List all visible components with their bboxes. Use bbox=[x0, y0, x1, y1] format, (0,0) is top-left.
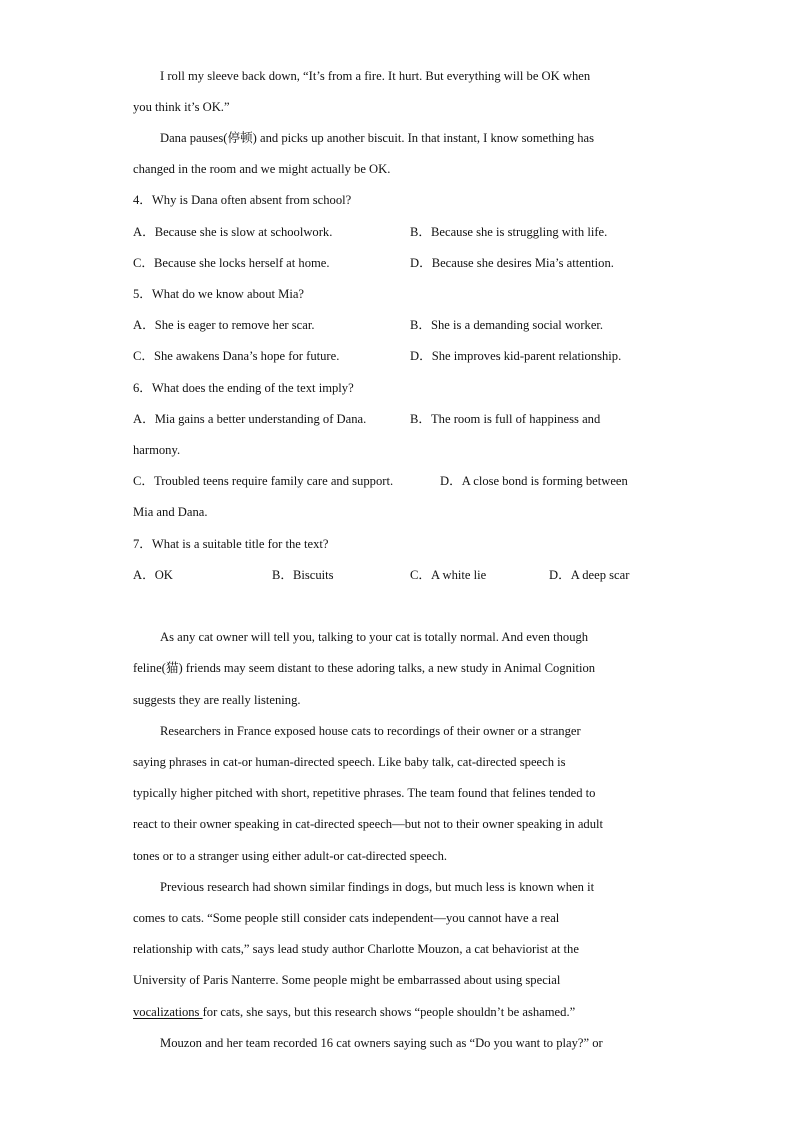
passage2-p2-line4: react to their owner speaking in cat-directed speech—but not to their owner speaking in adult bbox=[133, 817, 604, 831]
question-7-stem: 7．What is a suitable title for the text? bbox=[133, 537, 329, 551]
underlined-word-vocalizations: vocalizations bbox=[133, 1005, 203, 1019]
question-5-option-a: A．She is eager to remove her scar. bbox=[133, 318, 315, 332]
passage2-p2-line3: typically higher pitched with short, repetitive phrases. The team found that felines tended to bbox=[133, 786, 596, 800]
question-5-option-d: D．She improves kid-parent relationship. bbox=[410, 349, 622, 363]
passage2-p3-line1: Previous research had shown similar findings in dogs, but much less is known when it bbox=[160, 880, 595, 894]
question-6-option-b: B．The room is full of happiness and bbox=[410, 412, 601, 426]
passage2-p2-line1: Researchers in France exposed house cats to recordings of their owner or a stranger bbox=[160, 724, 581, 738]
passage2-p2-line5: tones or to a stranger using either adult-or cat-directed speech. bbox=[133, 849, 448, 863]
passage2-p1-line1: As any cat owner will tell you, talking to your cat is totally normal. And even though bbox=[160, 630, 589, 644]
passage2-p4-line1: Mouzon and her team recorded 16 cat owners saying such as “Do you want to play?” or bbox=[160, 1036, 603, 1050]
question-4-option-d: D．Because she desires Mia’s attention. bbox=[410, 256, 614, 270]
question-5-option-c: C．She awakens Dana’s hope for future. bbox=[133, 349, 340, 363]
question-7-option-d: D．A deep scar bbox=[549, 568, 630, 582]
question-4-option-c: C．Because she locks herself at home. bbox=[133, 256, 330, 270]
passage2-p1-line3: suggests they are really listening. bbox=[133, 693, 301, 707]
question-5-stem: 5．What do we know about Mia? bbox=[133, 287, 305, 301]
passage2-p2-line2: saying phrases in cat-or human-directed speech. Like baby talk, cat-directed speech is bbox=[133, 755, 566, 769]
question-4-option-b: B．Because she is struggling with life. bbox=[410, 225, 608, 239]
passage1-p2-line2: changed in the room and we might actually be OK. bbox=[133, 162, 391, 176]
question-4-option-a: A．Because she is slow at schoolwork. bbox=[133, 225, 333, 239]
question-7-option-b: B．Biscuits bbox=[272, 568, 334, 582]
question-6-option-c: C．Troubled teens require family care and support. bbox=[133, 474, 394, 488]
passage2-p3-line5 bbox=[133, 1004, 575, 1020]
question-5-option-b: B．She is a demanding social worker. bbox=[410, 318, 604, 332]
passage2-p3-line5-rest: for cats, she says, but this research shows “people shouldn’t be ashamed.” bbox=[202, 1005, 576, 1019]
passage1-p1-line2: you think it’s OK.” bbox=[133, 100, 230, 114]
question-7-option-a: A．OK bbox=[133, 568, 173, 582]
question-6-stem: 6．What does the ending of the text imply? bbox=[133, 381, 354, 395]
question-6-option-d: D．A close bond is forming between bbox=[440, 474, 628, 488]
passage2-p3-line3: relationship with cats,” says lead study author Charlotte Mouzon, a cat behaviorist at the bbox=[133, 942, 579, 956]
passage2-p3-line2: comes to cats. “Some people still consider cats independent—you cannot have a real bbox=[133, 911, 560, 925]
question-6-option-b-continued: harmony. bbox=[133, 443, 181, 457]
passage2-p1-line2: feline(猫) friends may seem distant to these adoring talks, a new study in Animal Cognition bbox=[133, 661, 596, 675]
passage1-p1-line1: I roll my sleeve back down, “It’s from a fire. It hurt. But everything will be OK when bbox=[160, 69, 591, 83]
passage2-p3-line4: University of Paris Nanterre. Some people might be embarrassed about using special bbox=[133, 973, 561, 987]
question-7-option-c: C．A white lie bbox=[410, 568, 487, 582]
question-6-option-d-continued: Mia and Dana. bbox=[133, 505, 208, 519]
question-6-option-a: A．Mia gains a better understanding of Dana. bbox=[133, 412, 367, 426]
passage1-p2-line1: Dana pauses(停顿) and picks up another biscuit. In that instant, I know something has bbox=[160, 131, 595, 145]
question-4-stem: 4．Why is Dana often absent from school? bbox=[133, 193, 352, 207]
